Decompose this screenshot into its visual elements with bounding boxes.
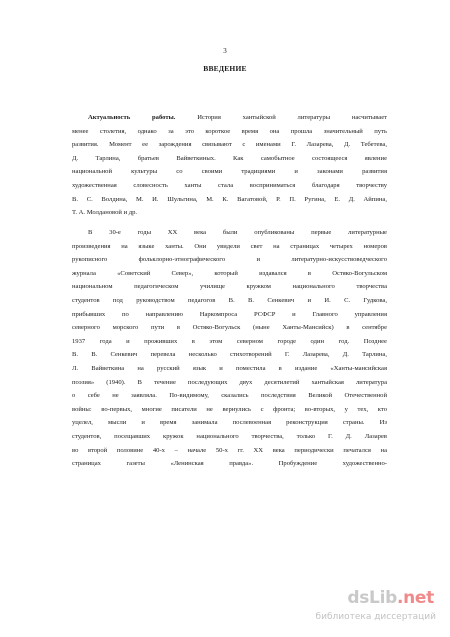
paragraph-line: 1937 года и проживших в этом северном городе один год. Позднее bbox=[72, 337, 387, 345]
paragraph-line: Д. Тарлина, братьев Вайветкиных. Как самобытное состоящееся явление bbox=[72, 154, 387, 162]
watermark-logo[interactable] bbox=[347, 587, 434, 609]
paragraph-line: национальном педагогическом училище кружком национального творчества bbox=[72, 283, 387, 291]
watermark[interactable] bbox=[310, 587, 440, 629]
paragraph-line bbox=[72, 111, 387, 125]
paragraph-line: северного морского пути в Остяко-Вогульск (ныне Ханты-Мансийск) в сентябре bbox=[72, 324, 387, 332]
paragraph-line: поэзия» (1940). В течение последующих двух десятилетий хантыйская литература bbox=[72, 378, 387, 386]
paragraph-line: Т. А. Молдановой и др. bbox=[72, 209, 138, 217]
paragraph-line: развития. Момент ее зарождения связывают с именами Г. Лазарева, Д. Тебетева, bbox=[72, 141, 387, 149]
paragraph-line: страницах газеты «Ленинская правда». Пробуждение художественно- bbox=[72, 460, 387, 468]
paragraph-line: войны: во-первых, многие писатели не вернулись с фронта; во-вторых, у тех, кто bbox=[72, 405, 387, 413]
paragraph-line: уцелел, мысли и время занимала послевоенная реконструкция страны. Из bbox=[72, 419, 387, 427]
section-heading: ВВЕДЕНИЕ bbox=[203, 64, 247, 73]
paragraph-line: В 30-е годы XX века были опубликованы первые литературные bbox=[88, 229, 387, 236]
paragraph-line: во второй половине 40-х – начале 50-х гг. XX века периодически печатался на bbox=[72, 446, 387, 454]
paragraph-line: национальной культуры со своими традициями и законами развития bbox=[72, 168, 387, 176]
paragraph-line: журнала «Советский Север», который издавался в Остяко-Вогульском bbox=[72, 269, 387, 277]
paragraph-line: о себе не заявляла. По-видимому, сказались последствия Великой Отечественной bbox=[72, 392, 387, 400]
watermark-logo-main: dsLib bbox=[347, 588, 397, 608]
watermark-subtitle: библиотека диссертаций bbox=[315, 612, 436, 622]
paragraph-line: прибывших по направлению Наркомпроса РСФСР и Главного управления bbox=[72, 310, 387, 318]
paragraph-line: менее столетия, однако за это короткое время она прошла значительный путь bbox=[72, 127, 387, 135]
paragraph-line: студентов под руководством педагогов В. В. Сенкевич и И. С. Гудкова, bbox=[72, 296, 387, 304]
paragraph-history bbox=[72, 226, 387, 471]
paragraph-line: В. В. Сенкевич перевела несколько стихотворений Г. Лазарева, Д. Тарлина, bbox=[72, 351, 387, 359]
paragraph-line: художественная словесность ханты стала восприниматься благодаря творчеству bbox=[72, 181, 387, 189]
paragraph-line: рукописного фольклорно-этнографического и литературно-искусствоведческого bbox=[72, 256, 387, 264]
watermark-logo-tld: .net bbox=[396, 588, 434, 608]
paragraph-lead: Актуальность работы. bbox=[88, 114, 176, 121]
paragraph-line: В. С. Волдина, М. И. Шульгина, М. К. Вагатовой, Р. П. Ругина, Е. Д. Айпина, bbox=[72, 195, 387, 203]
page-number: 3 bbox=[223, 47, 227, 55]
paragraph-line: Л. Вайветкина на русский язык и поместила в издание «Ханты-мансийская bbox=[72, 364, 387, 372]
paragraph-line: произведения на языке ханты. Они увидели свет на страницах четырех номеров bbox=[72, 242, 387, 250]
paragraph-relevance bbox=[72, 111, 387, 220]
paragraph-line-text: История хантыйской литературы насчитывает bbox=[175, 114, 387, 121]
paragraph-line: студентов, посещавших кружок национального творчества, только Г. Д. Лазарев bbox=[72, 432, 387, 440]
